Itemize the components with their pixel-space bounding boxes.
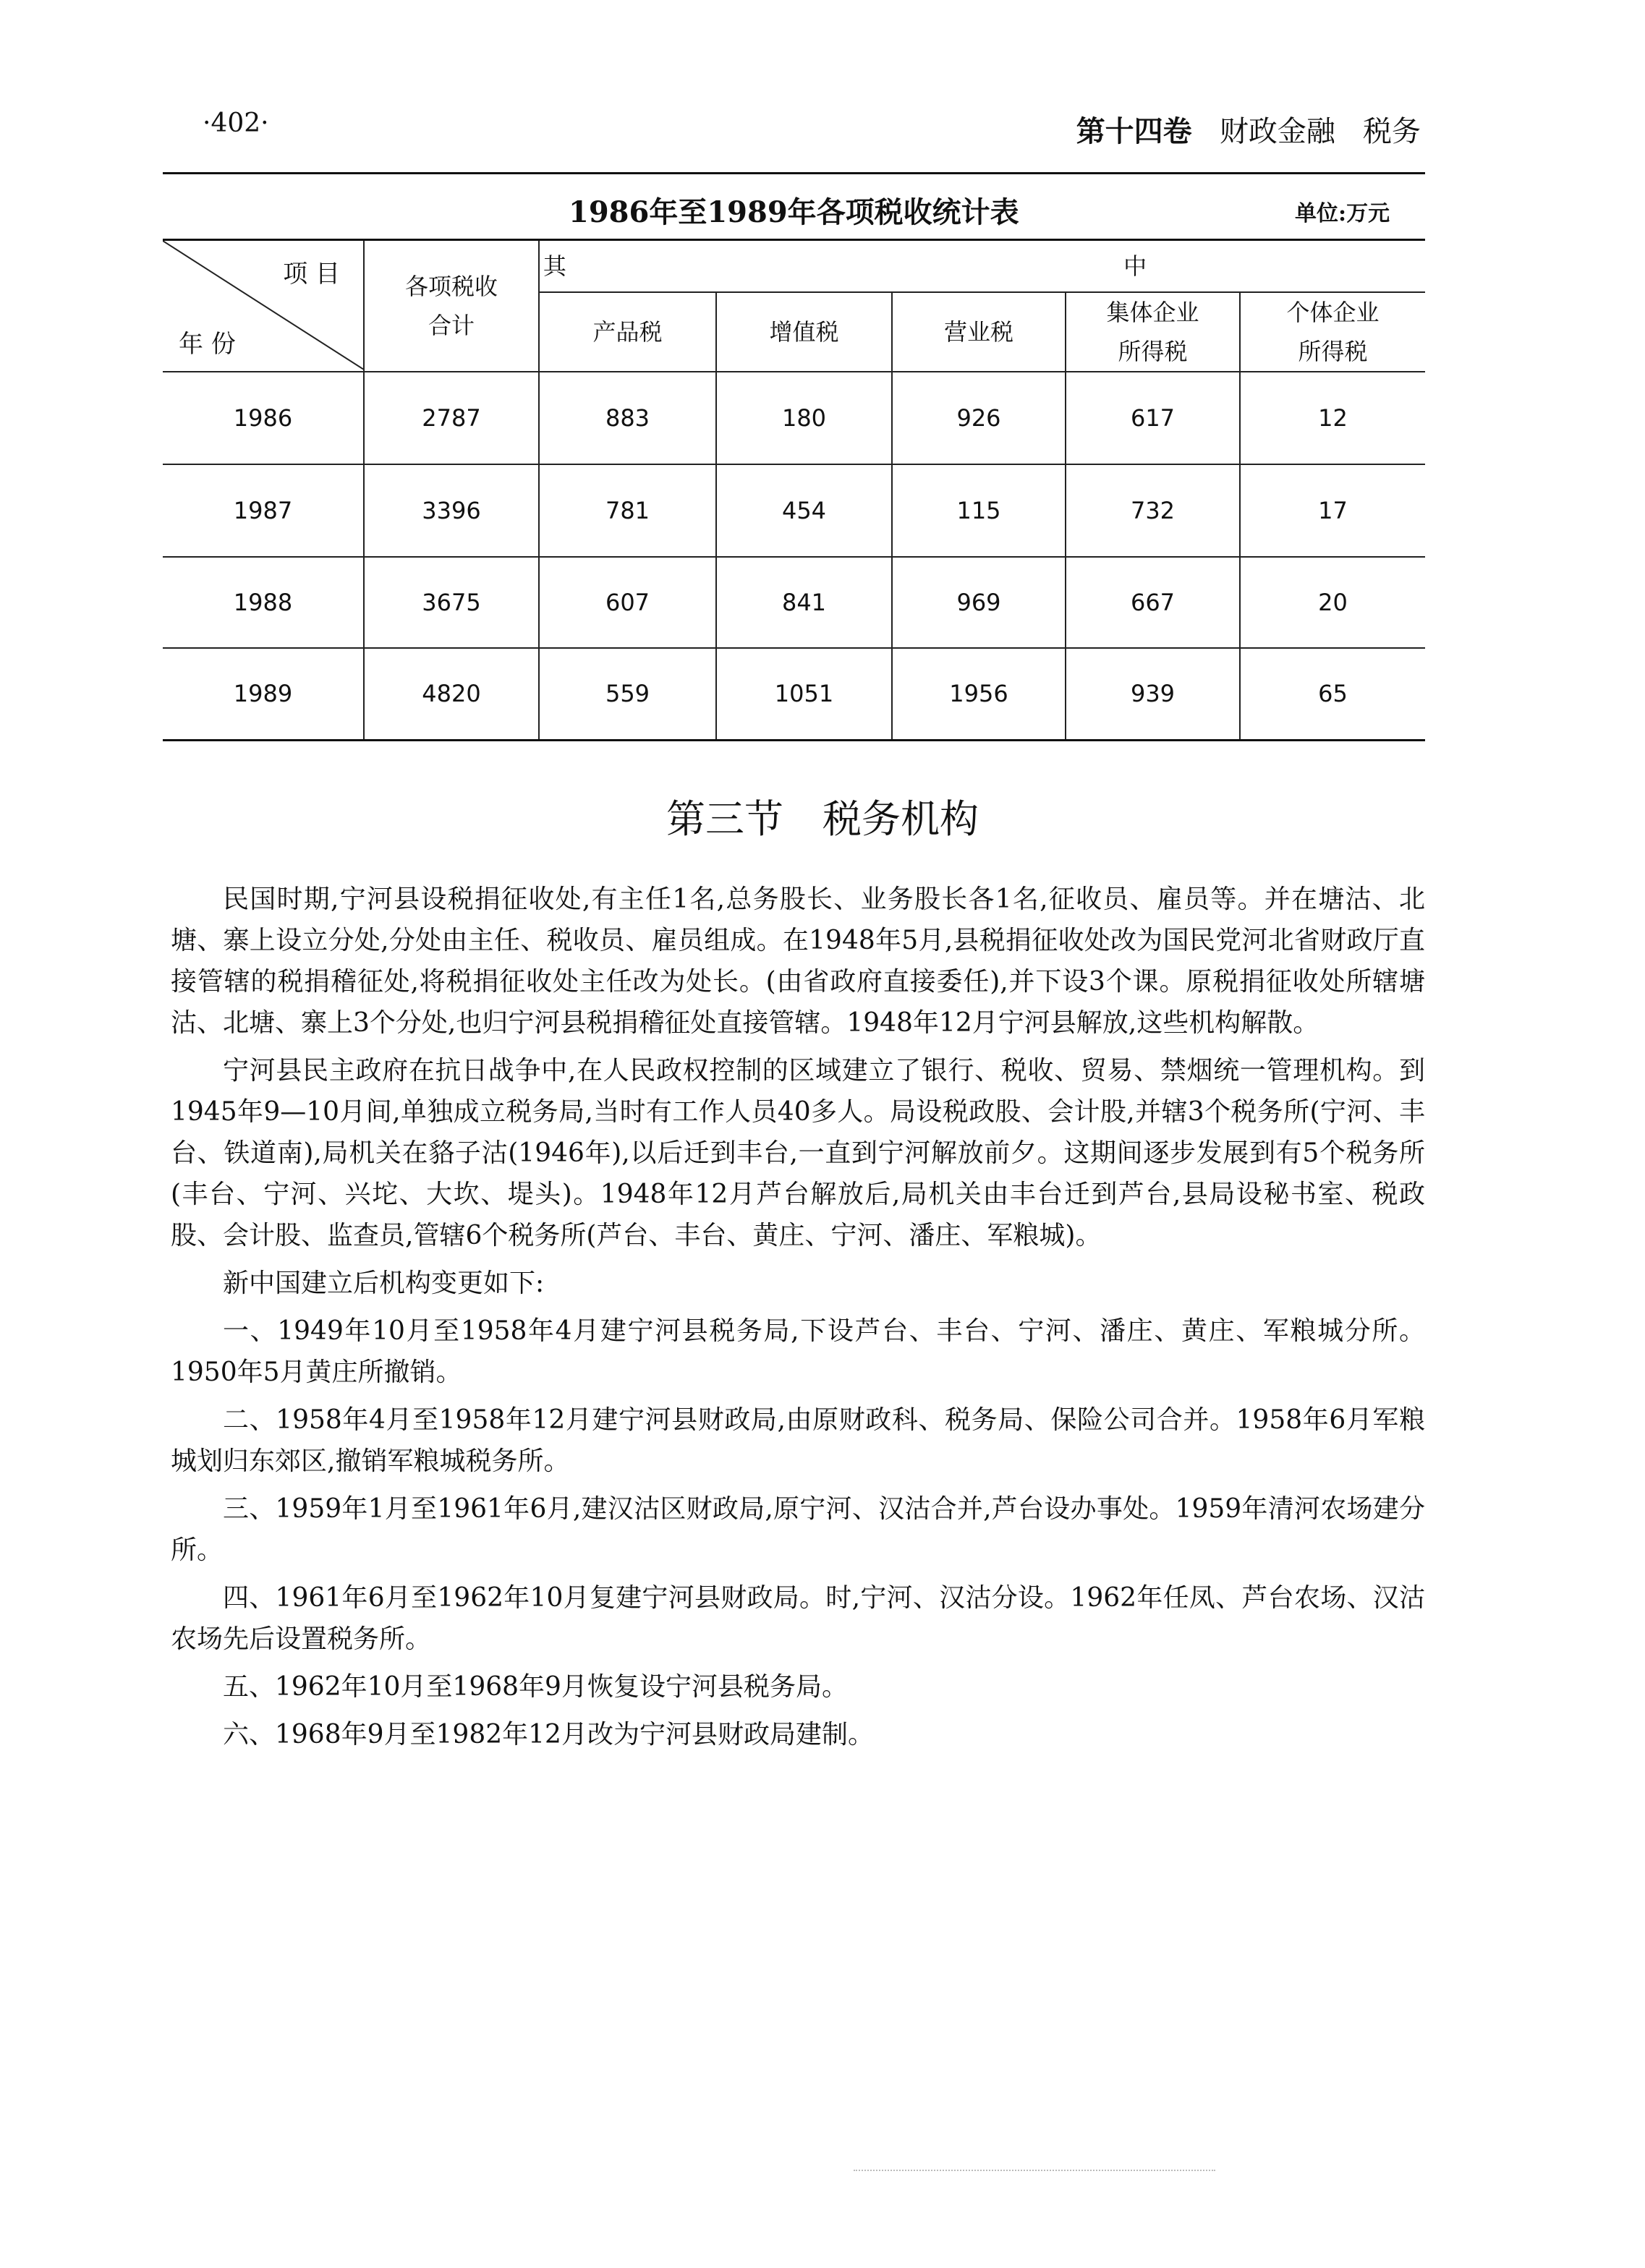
section-label: 财政金融 [1219,115,1335,148]
diag-item-label: 项 目 [283,260,340,289]
section-title: 第三节 税务机构 [666,796,979,842]
diagonal-header-cell [163,240,364,372]
page-header [0,108,1645,152]
cell-individual: 20 [1240,557,1425,648]
cell-vat: 180 [716,372,892,464]
table-row [163,464,1425,557]
col-header-business: 营业税 [892,292,1066,372]
cell-vat: 454 [716,464,892,557]
cell-business: 969 [892,557,1066,648]
cell-product: 781 [539,464,716,557]
paragraph: 宁河县民主政府在抗日战争中,在人民政权控制的区域建立了银行、税收、贸易、禁烟统一管理机构。到1945年9—10月间,单独成立税务局,当时有工作人员40多人。局设税政股、会计股,并辖3个税务所(宁河、丰台、铁道南),局机关在貉子沽(1946年),以后迁到丰台,一直到宁河解放前夕。这期间逐步发展到有5个税务所(丰台、宁河、兴坨、大坎、堤头)。1948年12月芦台解放后,局机关由丰台迁到芦台,县局设秘书室、税政股、会计股、监查员,管辖6个税务所(芦台、丰台、黄庄、宁河、潘庄、军粮城)。 [171,1056,1425,1250]
cell-year: 1989 [163,648,364,741]
cell-collective: 939 [1066,648,1240,741]
paragraph: 五、1962年10月至1968年9月恢复设宁河县税务局。 [223,1672,848,1702]
paragraph: 四、1961年6月至1962年10月复建宁河县财政局。时,宁河、汉沽分设。1962年任凤、芦台农场、汉沽农场先后设置税务所。 [171,1583,1425,1654]
paragraph: 新中国建立后机构变更如下: [223,1269,545,1298]
page-number: ·402· [203,108,269,138]
cell-total: 3396 [364,464,539,557]
running-title [1076,108,1421,150]
col-header-collective: 集体企业 所得税 [1066,292,1240,372]
cell-business: 115 [892,464,1066,557]
col-header-product: 产品税 [539,292,716,372]
table-row [163,648,1425,741]
col-header-individual: 个体企业 所得税 [1240,292,1425,372]
cell-vat: 1051 [716,648,892,741]
cell-collective: 732 [1066,464,1240,557]
scan-smudge [854,2170,1215,2175]
col-header-vat: 增值税 [716,292,892,372]
cell-collective: 667 [1066,557,1240,648]
tax-statistics-table [163,239,1425,741]
cell-total: 3675 [364,557,539,648]
volume-label: 第十四卷 [1076,114,1192,148]
cell-collective: 617 [1066,372,1240,464]
cell-year: 1986 [163,372,364,464]
paragraph: 六、1968年9月至1982年12月改为宁河县财政局建制。 [223,1720,874,1749]
cell-individual: 65 [1240,648,1425,741]
cell-vat: 841 [716,557,892,648]
body-text [171,879,1425,1762]
table-unit: 单位:万元 [1295,201,1390,226]
group-header: 其 中 [539,240,1425,292]
cell-total: 2787 [364,372,539,464]
header-rule [163,172,1425,174]
total-header: 各项税收合计 [364,240,539,372]
cell-individual: 12 [1240,372,1425,464]
table-row [163,557,1425,648]
subsection-label: 税务 [1363,115,1421,148]
cell-total: 4820 [364,648,539,741]
cell-product: 883 [539,372,716,464]
table-row [163,372,1425,464]
paragraph: 民国时期,宁河县设税捐征收处,有主任1名,总务股长、业务股长各1名,征收员、雇员等。并在塘沽、北塘、寨上设立分处,分处由主任、税收员、雇员组成。在1948年5月,县税捐征收处改为国民党河北省财政厅直接管辖的税捐稽征处,将税捐征收处主任改为处长。(由省政府直接委任),并下设3个课。原税捐征收处所辖塘沽、北塘、寨上3个分处,也归宁河县税捐稽征处直接管辖。1948年12月宁河县解放,这些机构解散。 [171,884,1425,1038]
cell-year: 1987 [163,464,364,557]
table-title: 1986年至1989年各项税收统计表 [569,195,1019,229]
diag-year-label: 年 份 [179,329,236,359]
paragraph: 二、1958年4月至1958年12月建宁河县财政局,由原财政科、税务局、保险公司合并。1958年6月军粮城划归东郊区,撤销军粮城税务所。 [171,1405,1425,1476]
cell-year: 1988 [163,557,364,648]
cell-business: 926 [892,372,1066,464]
paragraph: 一、1949年10月至1958年4月建宁河县税务局,下设芦台、丰台、宁河、潘庄、黄庄、军粮城分所。1950年5月黄庄所撤销。 [171,1316,1425,1387]
cell-individual: 17 [1240,464,1425,557]
cell-business: 1956 [892,648,1066,741]
cell-product: 559 [539,648,716,741]
paragraph: 三、1959年1月至1961年6月,建汉沽区财政局,原宁河、汉沽合并,芦台设办事处。1959年清河农场建分所。 [171,1494,1425,1565]
cell-product: 607 [539,557,716,648]
